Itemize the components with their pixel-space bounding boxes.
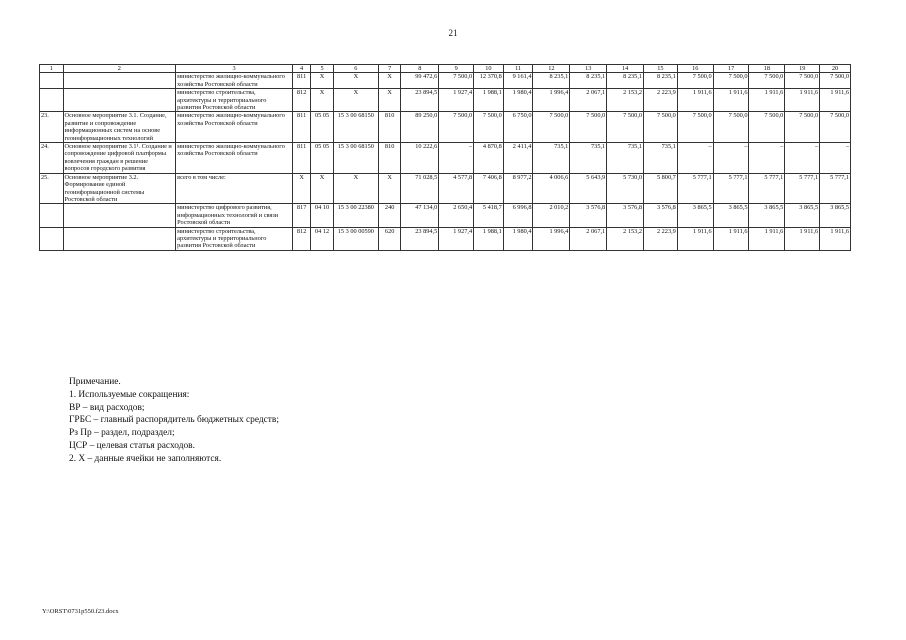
amount-cell: 89 250,0 — [401, 112, 439, 143]
amount-cell: 7 500,0 — [570, 112, 607, 143]
amount-cell: – — [749, 143, 785, 174]
amount-cell: 8 235,1 — [533, 73, 570, 89]
amount-cell: 4 577,8 — [439, 173, 474, 204]
row-index-cell: 25. — [40, 173, 64, 204]
table-row — [40, 73, 851, 89]
amount-cell: 3 576,8 — [607, 204, 644, 227]
row-index-cell: 24. — [40, 143, 64, 174]
amount-cell: 1 927,4 — [439, 89, 474, 112]
amount-cell: 7 500,0 — [439, 112, 474, 143]
column-number: 3 — [176, 65, 293, 73]
note-line: ГРБС – главный распорядитель бюджетных средств; — [69, 415, 279, 426]
program-name-cell: Основное мероприятие 3.2. Формирование единой геоинформационной системы Ростовской области — [63, 173, 176, 204]
column-number: 1 — [40, 65, 64, 73]
amount-cell: 4 870,8 — [474, 143, 504, 174]
notes-section — [69, 376, 279, 466]
column-number: 12 — [533, 65, 570, 73]
amount-cell: 3 576,8 — [644, 204, 678, 227]
column-number: 14 — [607, 65, 644, 73]
code-cell: X — [292, 173, 310, 204]
amount-cell: 7 500,0 — [785, 73, 820, 89]
code-cell: 05 05 — [311, 143, 334, 174]
amount-cell: 7 500,0 — [820, 73, 851, 89]
amount-cell: 8 235,1 — [644, 73, 678, 89]
amount-cell: 7 500,0 — [785, 112, 820, 143]
amount-cell: 5 777,1 — [713, 173, 749, 204]
program-name-cell — [63, 73, 176, 89]
notes-title: Примечание. — [69, 377, 121, 387]
amount-cell: 1 911,6 — [820, 89, 851, 112]
code-cell: 812 — [292, 227, 310, 250]
amount-cell: 10 222,6 — [401, 143, 439, 174]
column-number: 16 — [677, 65, 713, 73]
file-path-footer: Y:\ORST\0731p550.f23.docx — [42, 608, 119, 615]
amount-cell: 7 500,0 — [439, 73, 474, 89]
amount-cell: 1 911,6 — [749, 89, 785, 112]
program-name-cell — [63, 227, 176, 250]
amount-cell: 3 576,8 — [570, 204, 607, 227]
amount-cell: 1 911,6 — [749, 227, 785, 250]
amount-cell: 7 500,0 — [677, 112, 713, 143]
amount-cell: 2 411,4 — [503, 143, 533, 174]
amount-cell: 1 911,6 — [785, 89, 820, 112]
code-cell: 15 3 00 22380 — [333, 204, 378, 227]
program-name-cell: Основное мероприятие 3.1¹. Создание и сопровождение цифровой платформы вовлечения граждан в решение вопросов городского развития — [63, 143, 176, 174]
amount-cell: 2 153,2 — [607, 89, 644, 112]
column-number: 7 — [378, 65, 401, 73]
row-index-cell: 23. — [40, 112, 64, 143]
code-cell: 04 12 — [311, 227, 334, 250]
amount-cell: 6 996,8 — [503, 204, 533, 227]
amount-cell: – — [713, 143, 749, 174]
amount-cell: 3 865,5 — [713, 204, 749, 227]
amount-cell: 7 406,8 — [474, 173, 504, 204]
code-cell: 04 10 — [311, 204, 334, 227]
note-line: 1. Используемые сокращения: — [69, 389, 190, 400]
code-cell: 240 — [378, 204, 401, 227]
executor-cell: министерство жилищно-коммунального хозяйства Ростовской области — [176, 112, 293, 143]
amount-cell: 5 777,1 — [677, 173, 713, 204]
amount-cell: 5 777,1 — [785, 173, 820, 204]
code-cell: X — [333, 73, 378, 89]
amount-cell: 7 500,0 — [607, 112, 644, 143]
amount-cell: 1 980,4 — [503, 227, 533, 250]
amount-cell: 7 500,0 — [677, 73, 713, 89]
amount-cell: 1 996,4 — [533, 227, 570, 250]
table-row — [40, 173, 851, 204]
amount-cell: 1 988,1 — [474, 227, 504, 250]
table-row — [40, 112, 851, 143]
note-line: Рз Пр – раздел, подраздел; — [69, 428, 175, 439]
amount-cell: 71 028,5 — [401, 173, 439, 204]
amount-cell: 9 161,4 — [503, 73, 533, 89]
code-cell: X — [333, 89, 378, 112]
amount-cell: 5 777,1 — [820, 173, 851, 204]
column-number: 18 — [749, 65, 785, 73]
code-cell: 811 — [292, 112, 310, 143]
amount-cell: 3 865,5 — [749, 204, 785, 227]
code-cell: 810 — [378, 112, 401, 143]
amount-cell: 5 800,7 — [644, 173, 678, 204]
executor-cell: министерство жилищно-коммунального хозяйства Ростовской области — [176, 73, 293, 89]
code-cell: X — [378, 89, 401, 112]
amount-cell: 7 500,0 — [533, 112, 570, 143]
program-name-cell — [63, 89, 176, 112]
program-name-cell: Основное мероприятие 3.1. Создание, развитие и сопровождение информационных систем на основе геоинформационных технологий — [63, 112, 176, 143]
note-line: 2. Х – данные ячейки не заполняются. — [69, 453, 222, 464]
amount-cell: 2 650,4 — [439, 204, 474, 227]
row-index-cell — [40, 89, 64, 112]
amount-cell: 7 500,0 — [820, 112, 851, 143]
amount-cell: 5 643,9 — [570, 173, 607, 204]
amount-cell: 5 418,7 — [474, 204, 504, 227]
amount-cell: 8 977,2 — [503, 173, 533, 204]
row-index-cell — [40, 204, 64, 227]
note-line: ВР – вид расходов; — [69, 402, 145, 413]
amount-cell: 4 006,6 — [533, 173, 570, 204]
amount-cell: 1 980,4 — [503, 89, 533, 112]
amount-cell: 2 067,1 — [570, 89, 607, 112]
executor-cell: министерство цифрового развития, информационных технологий и связи Ростовской области — [176, 204, 293, 227]
amount-cell: 735,1 — [533, 143, 570, 174]
code-cell: X — [311, 89, 334, 112]
amount-cell: 23 894,5 — [401, 227, 439, 250]
table-row — [40, 204, 851, 227]
amount-cell: 1 996,4 — [533, 89, 570, 112]
amount-cell: 2 223,9 — [644, 227, 678, 250]
code-cell: 817 — [292, 204, 310, 227]
column-number: 5 — [311, 65, 334, 73]
column-number-row — [40, 65, 851, 73]
amount-cell: 1 911,6 — [677, 89, 713, 112]
amount-cell: – — [439, 143, 474, 174]
table-row — [40, 227, 851, 250]
code-cell: 05 05 — [311, 112, 334, 143]
column-number: 15 — [644, 65, 678, 73]
column-number: 13 — [570, 65, 607, 73]
code-cell: 15 3 00 68150 — [333, 112, 378, 143]
note-line: ЦСР – целевая статья расходов. — [69, 440, 195, 451]
amount-cell: 1 911,6 — [820, 227, 851, 250]
column-number: 10 — [474, 65, 504, 73]
table-row — [40, 89, 851, 112]
code-cell: 15 3 00 68150 — [333, 143, 378, 174]
row-index-cell — [40, 73, 64, 89]
row-index-cell — [40, 227, 64, 250]
amount-cell: 1 911,6 — [713, 227, 749, 250]
amount-cell: 5 777,1 — [749, 173, 785, 204]
amount-cell: – — [820, 143, 851, 174]
amount-cell: 1 927,4 — [439, 227, 474, 250]
page-number: 21 — [448, 28, 458, 38]
column-number: 2 — [63, 65, 176, 73]
code-cell: 810 — [378, 143, 401, 174]
amount-cell: 8 235,1 — [570, 73, 607, 89]
amount-cell: 2 067,1 — [570, 227, 607, 250]
amount-cell: 3 865,5 — [820, 204, 851, 227]
amount-cell: 1 911,6 — [713, 89, 749, 112]
amount-cell: 735,1 — [570, 143, 607, 174]
amount-cell: – — [785, 143, 820, 174]
amount-cell: 3 865,5 — [785, 204, 820, 227]
code-cell: X — [378, 73, 401, 89]
amount-cell: 1 911,6 — [785, 227, 820, 250]
code-cell: 15 3 00 00590 — [333, 227, 378, 250]
amount-cell: – — [677, 143, 713, 174]
column-number: 6 — [333, 65, 378, 73]
column-number: 19 — [785, 65, 820, 73]
amount-cell: 8 235,1 — [607, 73, 644, 89]
amount-cell: 735,1 — [607, 143, 644, 174]
code-cell: X — [333, 173, 378, 204]
amount-cell: 7 500,0 — [749, 73, 785, 89]
column-number: 17 — [713, 65, 749, 73]
amount-cell: 6 750,0 — [503, 112, 533, 143]
budget-table — [39, 64, 851, 251]
code-cell: 811 — [292, 143, 310, 174]
amount-cell: 735,1 — [644, 143, 678, 174]
executor-cell: министерство жилищно-коммунального хозяйства Ростовской области — [176, 143, 293, 174]
table-row — [40, 143, 851, 174]
column-number: 11 — [503, 65, 533, 73]
amount-cell: 47 134,0 — [401, 204, 439, 227]
amount-cell: 7 500,0 — [713, 112, 749, 143]
amount-cell: 2 153,2 — [607, 227, 644, 250]
executor-cell: министерство строительства, архитектуры и территориального развития Ростовской области — [176, 227, 293, 250]
code-cell: X — [378, 173, 401, 204]
amount-cell: 1 988,1 — [474, 89, 504, 112]
program-name-cell — [63, 204, 176, 227]
column-number: 8 — [401, 65, 439, 73]
amount-cell: 2 010,2 — [533, 204, 570, 227]
code-cell: X — [311, 73, 334, 89]
amount-cell: 5 730,0 — [607, 173, 644, 204]
amount-cell: 7 500,0 — [749, 112, 785, 143]
column-number: 4 — [292, 65, 310, 73]
amount-cell: 7 500,0 — [474, 112, 504, 143]
amount-cell: 12 370,8 — [474, 73, 504, 89]
amount-cell: 7 500,0 — [644, 112, 678, 143]
code-cell: 811 — [292, 73, 310, 89]
amount-cell: 3 865,5 — [677, 204, 713, 227]
amount-cell: 1 911,6 — [677, 227, 713, 250]
executor-cell: министерство строительства, архитектуры и территориального развития Ростовской области — [176, 89, 293, 112]
column-number: 9 — [439, 65, 474, 73]
code-cell: 620 — [378, 227, 401, 250]
code-cell: 812 — [292, 89, 310, 112]
executor-cell: всего в том числе: — [176, 173, 293, 204]
amount-cell: 7 500,0 — [713, 73, 749, 89]
column-number: 20 — [820, 65, 851, 73]
amount-cell: 2 223,9 — [644, 89, 678, 112]
code-cell: X — [311, 173, 334, 204]
amount-cell: 23 894,5 — [401, 89, 439, 112]
amount-cell: 99 472,6 — [401, 73, 439, 89]
